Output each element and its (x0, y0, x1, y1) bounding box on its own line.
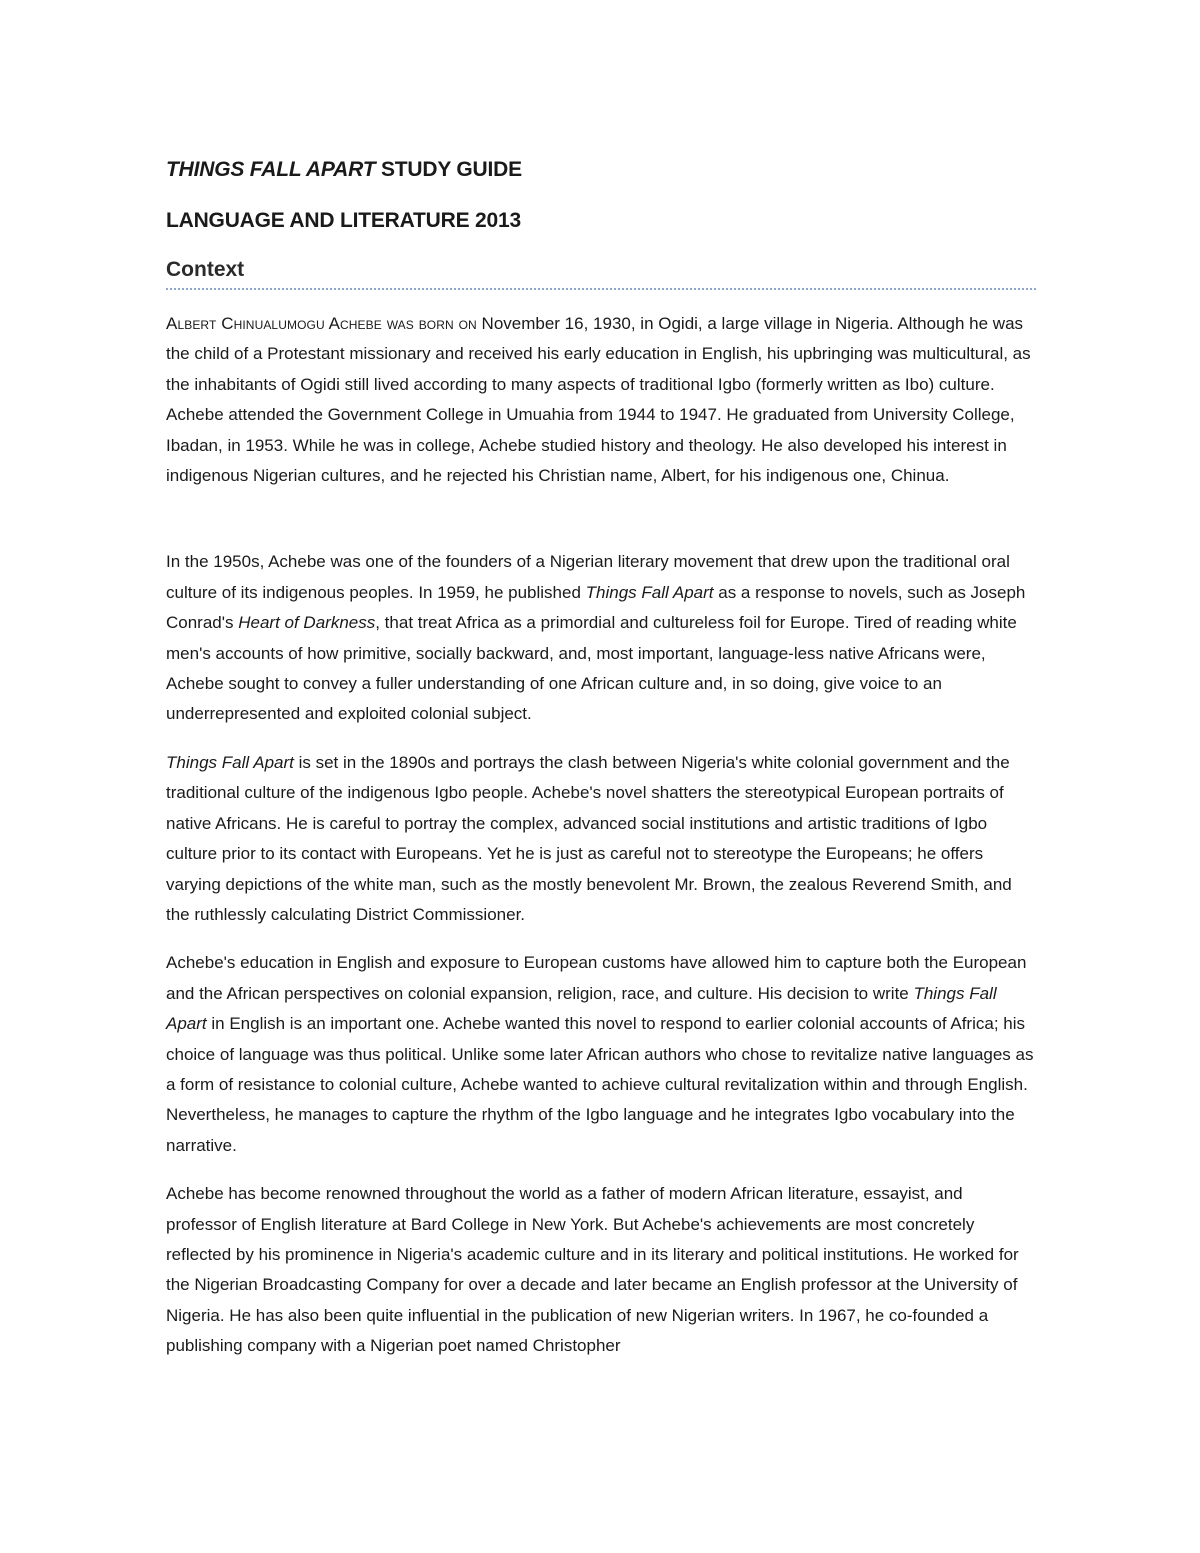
document-page (166, 0, 1036, 1553)
paragraph-3-text-b: is set in the 1890s and portrays the clash between Nigeria's white colonial government and the traditional culture of the indigenous Igbo people. Achebe's novel shatters the stereotypical European portraits of native Africans. He is careful to portray the complex, advanced social institutions and artistic traditions of Igbo culture prior to its contact with Europeans. Yet he is just as careful not to stereotype the Europeans; he offers varying depictions of the white man, such as the mostly benevolent Mr. Brown, the zealous Reverend Smith, and the ruthlessly calculating District Commissioner. (166, 752, 1012, 924)
paragraph-4-text-c: in English is an important one. Achebe wanted this novel to respond to earlier colonial accounts of Africa; his choice of language was thus political. Unlike some later African authors who chose to revitalize native languages as a form of resistance to colonial culture, Achebe wanted to achieve cultural revitalization within and through English. Nevertheless, he manages to capture the rhythm of the Igbo language and he integrates Igbo vocabulary into the narrative. (166, 1014, 1034, 1155)
paragraph-4 (166, 948, 1036, 1161)
paragraph-3 (166, 748, 1036, 930)
paragraph-2-text-a: In the 1950s, Achebe was one of the founders of a Nigerian literary movement that drew upon the traditional oral culture of its indigenous peoples. In 1959, he published (166, 552, 1010, 602)
paragraph-2-text-e: , that treat Africa as a primordial and cultureless foil for Europe. Tired of reading white men's accounts of how primitive, socially backward, and, most important, language-less native Africans were, Achebe sought to convey a fuller understanding of one African culture and, in so doing, give voice to an underrepresented and exploited colonial subject. (166, 613, 1017, 724)
document-title (166, 158, 522, 182)
paragraph-2 (166, 547, 1036, 729)
paragraph-2-text-c: as a response to novels, such as Joseph Conrad's (166, 582, 1026, 633)
book-title-things-fall-apart: Things Fall Apart (166, 752, 294, 772)
paragraph-1-text: November 16, 1930, in Ogidi, a large village in Nigeria. Although he was the child of a Protestant missionary and received his early education in English, his upbringing was multicultural, as the inhabitants of Ogidi still lived according to many aspects of traditional Igbo (formerly written as Ibo) culture. Achebe attended the Government College in Umuahia from 1944 to 1947. He graduated from University College, Ibadan, in 1953. While he was in college, Achebe studied history and theology. He also developed his interest in indigenous Nigerian cultures, and he rejected his Christian name, Albert, for his indigenous one, Chinua. (166, 314, 1031, 486)
book-title-things-fall-apart: Things Fall Apart (166, 983, 997, 1034)
paragraph-4-text-a: Achebe's education in English and exposure to European customs have allowed him to capture both the European and the African perspectives on colonial expansion, religion, race, and culture. His decision to write (166, 953, 1027, 1003)
section-heading-context: Context (166, 258, 1036, 290)
book-title-things-fall-apart: Things Fall Apart (585, 582, 714, 602)
book-title-heart-of-darkness: Heart of Darkness (238, 613, 376, 633)
document-subtitle: LANGUAGE AND LITERATURE 2013 (166, 209, 521, 232)
paragraph-5 (166, 1179, 1036, 1361)
title-suffix: STUDY GUIDE (375, 158, 522, 181)
title-book-name: THINGS FALL APART (166, 158, 376, 181)
paragraph-1 (166, 309, 1036, 491)
paragraph-1-lead: Albert Chinualumogu Achebe was born on (166, 314, 477, 333)
paragraph-5-text: Achebe has become renowned throughout the world as a father of modern African literature, essayist, and professor of English literature at Bard College in New York. But Achebe's achievements are most concretely reflected by his prominence in Nigeria's academic culture and in its literary and political institutions. He worked for the Nigerian Broadcasting Company for over a decade and later became an English professor at the University of Nigeria. He has also been quite influential in the publication of new Nigerian writers. In 1967, he co-founded a publishing company with a Nigerian poet named Christopher (166, 1184, 1019, 1356)
document-body (166, 309, 1036, 1380)
